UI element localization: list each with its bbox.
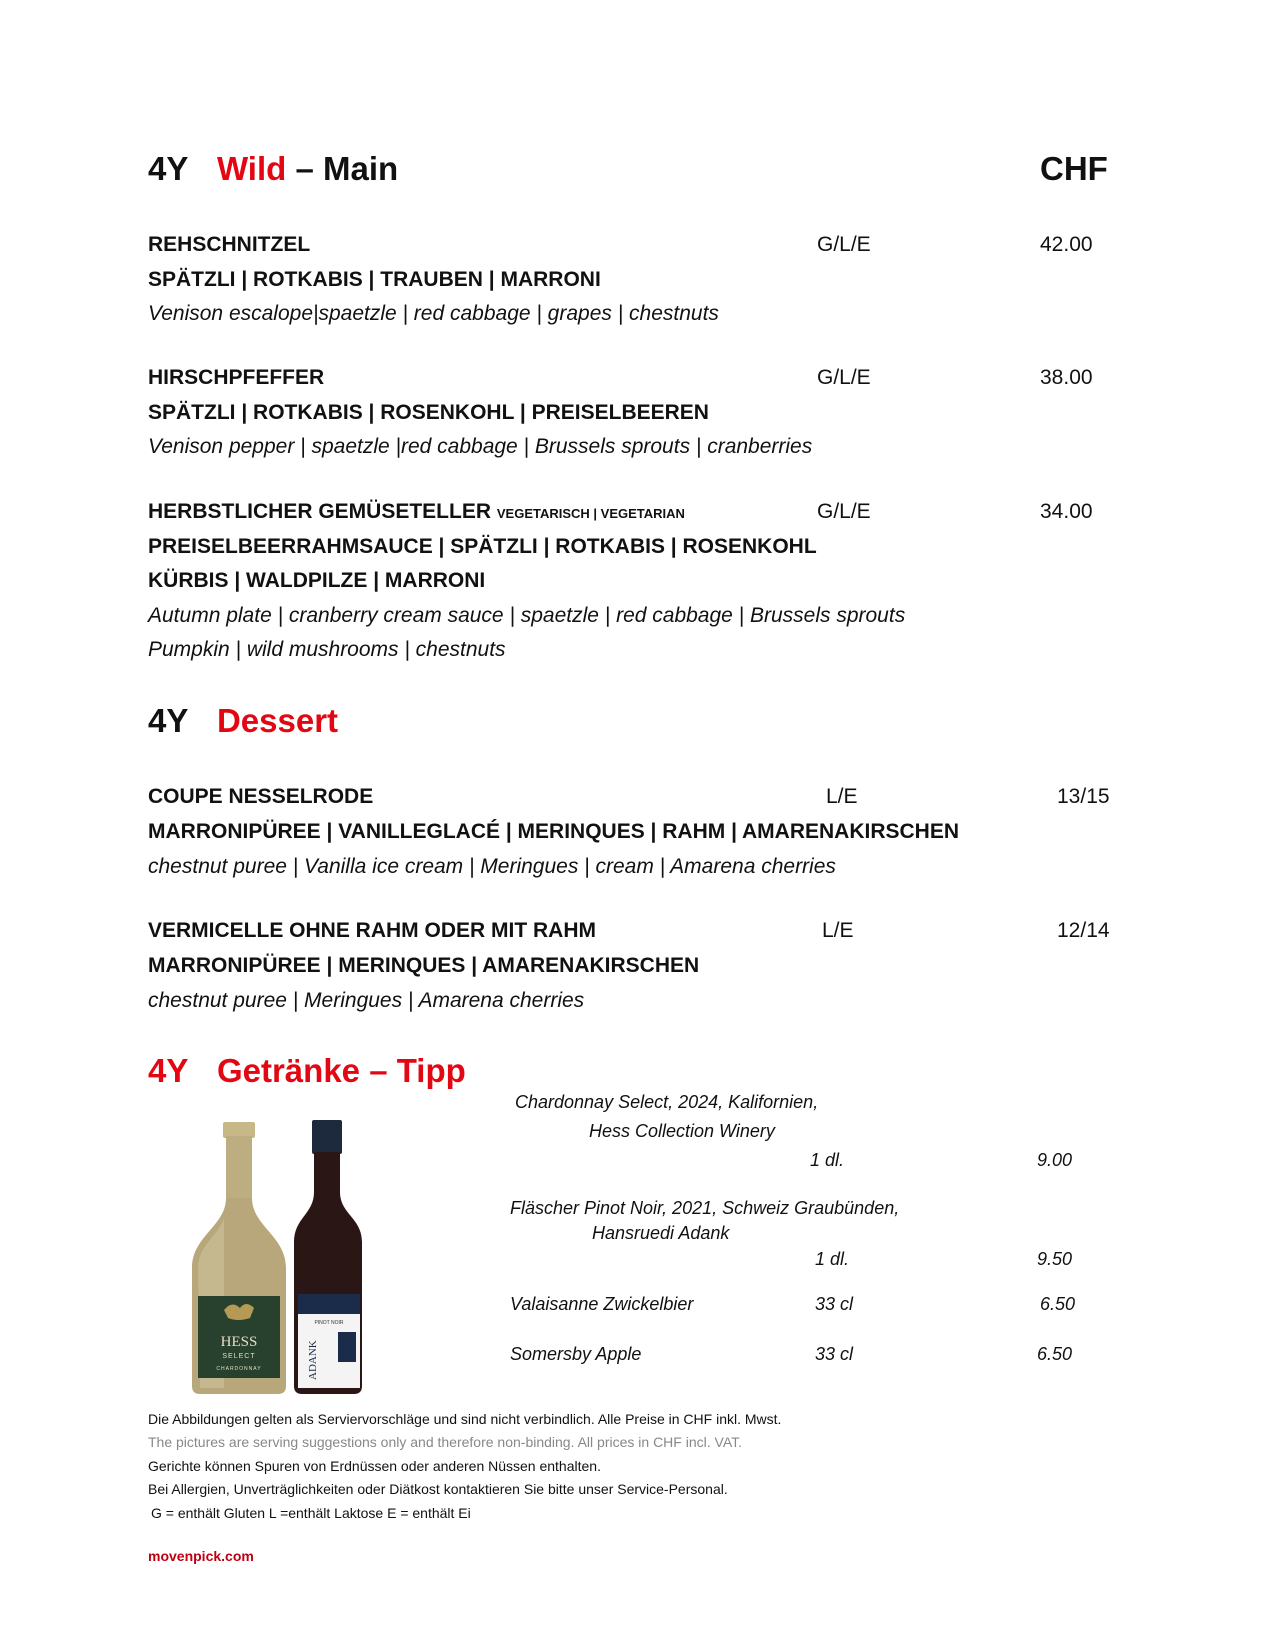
drinks-section-accent: Getränke – Tipp	[216, 1052, 466, 1089]
wine-quantity: 1 dl.	[815, 1249, 850, 1269]
dish-price: 38.00	[1040, 366, 1093, 389]
dessert-allergens: L/E	[826, 785, 858, 808]
dish-price: 34.00	[1040, 500, 1093, 523]
main-section-title	[148, 150, 398, 188]
vegetarian-tag: VEGETARISCH | VEGETARIAN	[496, 506, 685, 521]
dish-components: SPÄTZLI | ROTKABIS | TRAUBEN | MARRONI	[148, 268, 601, 291]
main-section-code: 4Y	[148, 150, 188, 187]
beer-price: 6.50	[1040, 1294, 1076, 1314]
dish-components: PREISELBEERRAHMSAUCE | SPÄTZLI | ROTKABIS | ROSENKOHL	[148, 535, 817, 558]
beer-name: Somersby Apple	[510, 1344, 642, 1364]
beer-name: Valaisanne Zwickelbier	[510, 1294, 694, 1314]
dessert-translation: chestnut puree | Vanilla ice cream | Meringues | cream | Amarena cherries	[148, 855, 836, 878]
drinks-section-title	[148, 1052, 466, 1090]
white-wine-bottle	[192, 1122, 286, 1394]
dessert-price: 13/15	[1057, 785, 1110, 808]
wine-quantity: 1 dl.	[810, 1150, 845, 1170]
dish-translation: Pumpkin | wild mushrooms | chestnuts	[148, 638, 506, 661]
wine-producer: Hansruedi Adank	[592, 1223, 730, 1243]
dish-translation: Autumn plate | cranberry cream sauce | spaetzle | red cabbage | Brussels sprouts	[148, 604, 906, 627]
dish-components: KÜRBIS | WALDPILZE | MARRONI	[148, 569, 486, 592]
wine-producer: Hess Collection Winery	[589, 1121, 775, 1141]
dish-name: HIRSCHPFEFFER	[148, 366, 325, 389]
dish-price: 42.00	[1040, 233, 1093, 256]
wine-name: Chardonnay Select, 2024, Kalifornien,	[515, 1092, 819, 1112]
red-wine-bottle	[294, 1120, 362, 1394]
dish-components: SPÄTZLI | ROTKABIS | ROSENKOHL | PREISELBEEREN	[148, 401, 709, 424]
dessert-name: VERMICELLE OHNE RAHM ODER MIT RAHM	[148, 919, 596, 942]
dish-allergens: G/L/E	[817, 366, 871, 389]
dish-allergens: G/L/E	[817, 233, 871, 256]
website-link[interactable]: movenpick.com	[148, 1548, 254, 1564]
footer-disclaimer-de: Die Abbildungen gelten als Serviervorschläge und sind nicht verbindlich. Alle Preise in CHF inkl. Mwst.	[148, 1411, 782, 1427]
hess-label: HESS	[220, 1334, 258, 1350]
wine-price: 9.00	[1037, 1150, 1073, 1170]
beer-quantity: 33 cl	[815, 1294, 854, 1314]
dessert-translation: chestnut puree | Meringues | Amarena cherries	[148, 989, 585, 1012]
dessert-components: MARRONIPÜREE | MERINQUES | AMARENAKIRSCHEN	[148, 954, 700, 977]
footer-disclaimer-en: The pictures are serving suggestions only and therefore non-binding. All prices in CHF incl. VAT.	[148, 1434, 743, 1450]
dish-name: REHSCHNITZEL	[148, 233, 311, 256]
dish-translation: Venison pepper | spaetzle |red cabbage | Brussels sprouts | cranberries	[148, 435, 813, 458]
dessert-name: COUPE NESSELRODE	[148, 785, 374, 808]
footer-allergy-note: Bei Allergien, Unverträglichkeiten oder Diätkost kontaktieren Sie bitte unser Service-Personal.	[148, 1481, 728, 1497]
main-section-accent: Wild	[216, 150, 287, 187]
dessert-section-title	[148, 702, 338, 740]
drinks-section-code: 4Y	[148, 1052, 188, 1089]
footer-allergen-legend: G = enthält Gluten L =enthält Laktose E = enthält Ei	[151, 1505, 471, 1521]
dish-translation: Venison escalope|spaetzle | red cabbage | grapes | chestnuts	[148, 302, 719, 325]
dish-name-row	[148, 500, 685, 524]
hess-sub-label: SELECT	[222, 1353, 256, 1360]
dessert-allergens: L/E	[822, 919, 854, 942]
adank-label: ADANK	[307, 1340, 319, 1380]
dessert-price: 12/14	[1057, 919, 1110, 942]
beer-price: 6.50	[1037, 1344, 1073, 1364]
adank-type-label: PINOT NOIR	[314, 1320, 344, 1326]
dish-allergens: G/L/E	[817, 500, 871, 523]
dessert-section-code: 4Y	[148, 702, 188, 739]
main-section-rest: – Main	[295, 150, 399, 187]
wine-price: 9.50	[1037, 1249, 1073, 1269]
footer-nuts-note: Gerichte können Spuren von Erdnüssen oder anderen Nüssen enthalten.	[148, 1458, 601, 1474]
beer-quantity: 33 cl	[815, 1344, 854, 1364]
dessert-components: MARRONIPÜREE | VANILLEGLACÉ | MERINQUES | RAHM | AMARENAKIRSCHEN	[148, 820, 960, 843]
dessert-section-accent: Dessert	[216, 702, 339, 739]
dish-name: HERBSTLICHER GEMÜSETELLER	[148, 500, 492, 523]
hess-variety-label: CHARDONNAY	[216, 1366, 262, 1372]
wine-name: Fläscher Pinot Noir, 2021, Schweiz Graubünden,	[510, 1198, 900, 1218]
wine-bottles-image	[188, 1118, 388, 1398]
currency-header: CHF	[1040, 150, 1108, 187]
